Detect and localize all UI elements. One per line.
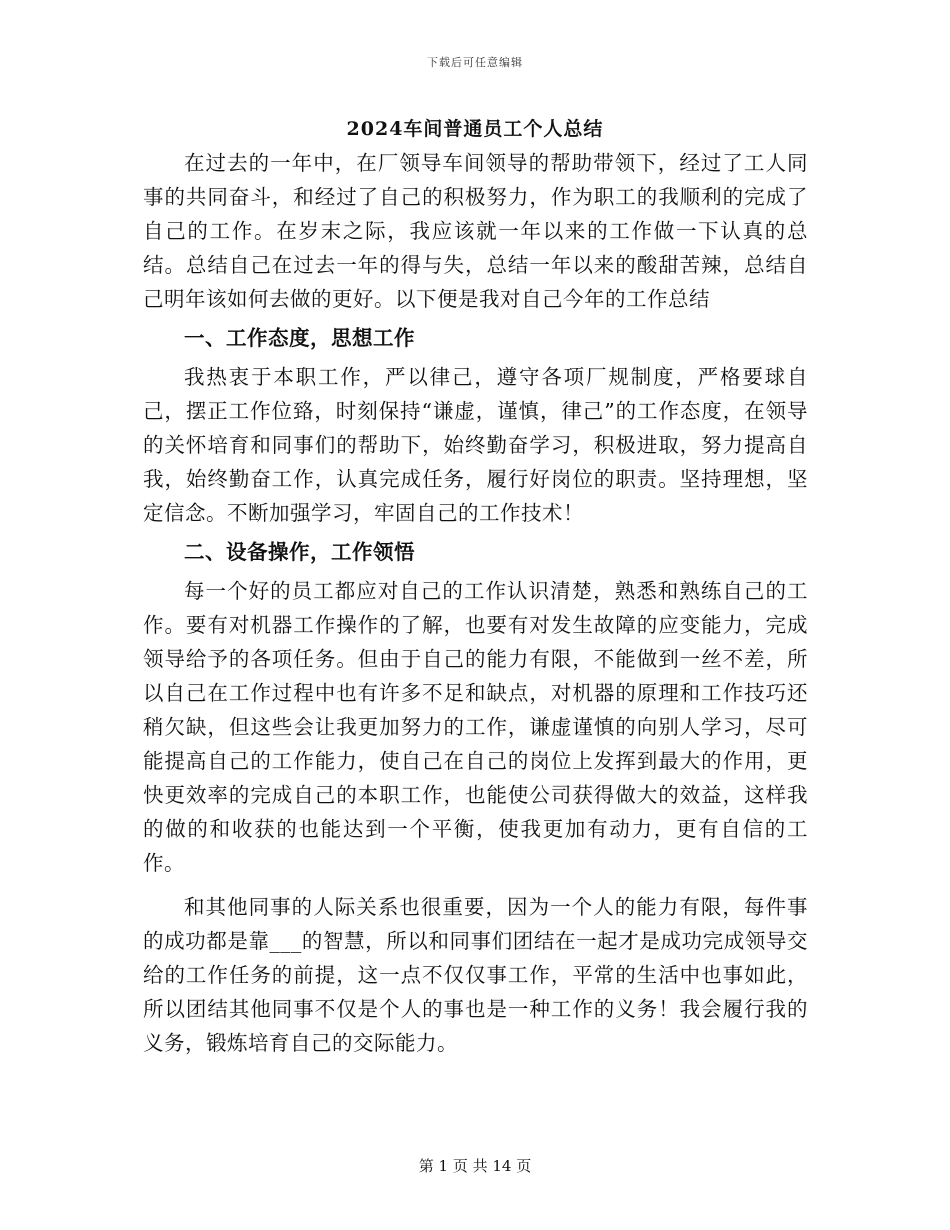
- page-number: 第 1 页 共 14 页: [418, 1157, 532, 1175]
- section-2-paragraph-2: 和其他同事的人际关系也很重要，因为一个人的能力有限，每件事的成功都是靠___的智慧，所以和同事们团结在一起才是成功完成领导交给的工作任务的前提，这一点不仅仅事工作，平常的生活中也事如此，所以团结其他同事不仅是个人的事也是一种工作的义务！我会履行我的义务，锻炼培育自己的交际能力。: [143, 895, 808, 1055]
- section-2-heading: 二、设备操作，工作领悟: [184, 540, 415, 564]
- document-title: 2024车间普通员工个人总结: [346, 118, 604, 140]
- intro-paragraph: 在过去的一年中，在厂领导车间领导的帮助带领下，经过了工人同事的共同奋斗，和经过了自己的积极努力，作为职工的我顺利的完成了自己的工作。在岁末之际，我应该就一年以来的工作做一下认真的总结。总结自己在过去一年的得与失，总结一年以来的酸甜苦辣，总结自己明年该如何去做的更好。以下便是我对自己今年的工作总结: [143, 151, 808, 311]
- section-1-paragraph: 我热衷于本职工作，严以律己，遵守各项厂规制度，严格要球自己，摆正工作位臵，时刻保持“谦虚，谨慎，律己”的工作态度，在领导的关怀培育和同事们的帮助下，始终勤奋学习，积极进取，努力提高自我，始终勤奋工作，认真完成任务，履行好岗位的职责。坚持理想，坚定信念。不断加强学习，牢固自己的工作技术！: [143, 365, 808, 525]
- section-2-paragraph-1: 每一个好的员工都应对自己的工作认识清楚，熟悉和熟练自己的工作。要有对机器工作操作的了解，也要有对发生故障的应变能力，完成领导给予的各项任务。但由于自己的能力有限，不能做到一丝不差，所以自己在工作过程中也有许多不足和缺点，对机器的原理和工作技巧还稍欠缺，但这些会让我更加努力的工作，谦虚谨慎的向别人学习，尽可能提高自己的工作能力，使自己在自己的岗位上发挥到最大的作用，更快更效率的完成自己的本职工作，也能使公司获得做大的效益，这样我的做的和收获的也能达到一个平衡，使我更加有动力，更有自信的工作。: [143, 579, 808, 875]
- header-note: 下载后可任意编辑: [427, 56, 523, 69]
- section-1-heading: 一、工作态度，思想工作: [184, 326, 415, 350]
- document-body: [143, 146, 808, 1060]
